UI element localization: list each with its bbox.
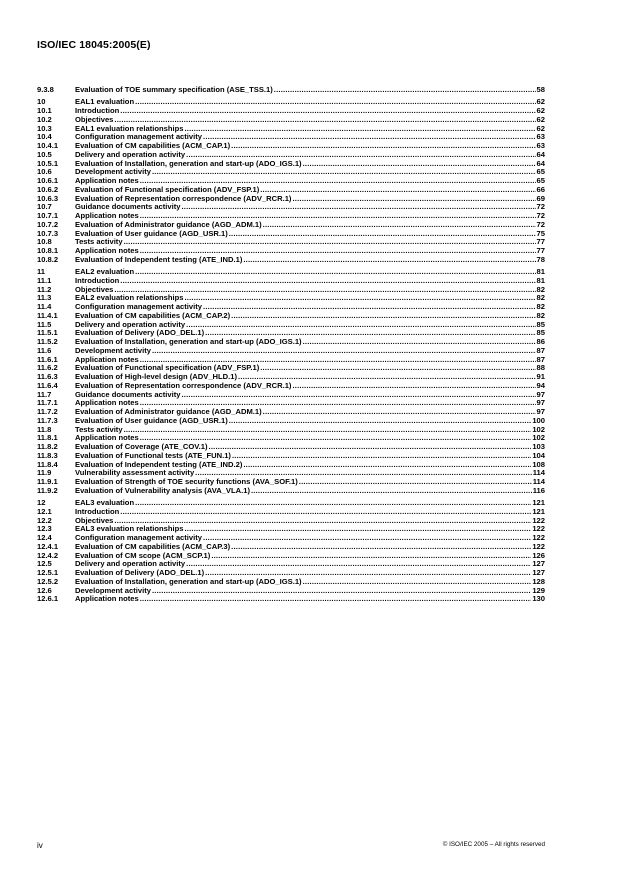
toc-entry-leader [263,221,536,230]
toc-entry-leader [203,534,531,543]
toc-entry-title: Evaluation of Installation, generation and start-up (ADO_IGS.1) [75,337,302,346]
toc-entry-leader [292,195,535,204]
toc-entry-number: 11.1 [37,275,52,285]
toc-entry-title: Evaluation of Functional specification (ADV_FSP.1) [75,184,260,194]
toc-entry-number: 12 [37,498,46,507]
toc-entry-page: 72 [536,202,545,212]
toc-entry-leader [209,443,532,452]
toc-entry-page: 91 [536,372,545,381]
toc-entry-page: 88 [536,363,545,373]
toc-entry-leader [243,256,535,265]
toc-entry-page: 97 [536,407,545,416]
toc-entry-page: 82 [536,302,545,311]
toc-entry-title: Delivery and operation activity [75,319,186,329]
toc-entry-leader [152,168,536,177]
toc-entry[interactable] [37,508,545,517]
toc-entry-leader [140,595,532,604]
toc-entry-number: 12.5.1 [37,568,59,577]
toc-entry-leader [231,543,531,552]
toc-entry-number: 10.6.3 [37,193,59,203]
copyright-notice: © ISO/IEC 2005 – All rights reserved [442,841,545,848]
toc-entry-title: Configuration management activity [75,302,203,311]
toc-entry-page: 126 [532,550,545,560]
toc-entry-title: Delivery and operation activity [75,559,186,569]
toc-entry-number: 12.5.2 [37,576,59,586]
toc-entry-page: 127 [532,568,545,577]
toc-entry-title: Evaluation of Representation correspondence (ADV_RCR.1) [75,380,292,390]
toc-entry-number: 11.6.3 [37,372,58,381]
toc-entry-page: 81 [536,267,545,276]
toc-entry-title: Vulnerability assessment activity [75,468,195,478]
toc-entry-page: 62 [536,106,545,115]
toc-entry-leader [203,133,536,142]
toc-entry-page: 97 [536,398,545,408]
toc-entry-leader [260,364,535,373]
toc-entry-leader [124,238,536,247]
toc-entry-leader [186,321,535,330]
toc-entry-page: 103 [532,442,545,451]
toc-entry-leader [251,487,532,496]
toc-entry-number: 10.7.1 [37,211,59,220]
toc-entry[interactable] [37,86,545,95]
toc-entry-leader [135,268,535,277]
toc-entry-page: 94 [536,380,545,390]
toc-entry-title: Tests activity [75,424,123,434]
toc-entry-title: Application notes [75,594,139,604]
toc-entry-page: 75 [536,228,545,238]
toc-entry-number: 10.6 [37,167,52,177]
toc-entry-title: EAL2 evaluation relationships [75,293,184,303]
toc-entry-number: 12.6.1 [37,594,59,604]
toc-entry-page: 77 [536,237,545,247]
toc-entry-page: 121 [532,498,545,507]
toc-entry-title: Evaluation of Independent testing (ATE_IND.1) [75,254,243,264]
toc-entry-page: 102 [532,433,545,443]
toc-entry-page: 63 [536,132,545,142]
toc-entry-page: 114 [532,477,545,486]
toc-entry-title: Evaluation of Installation, generation and start-up (ADO_IGS.1) [75,158,302,168]
toc-entry-leader [243,461,531,470]
toc-entry-page: 81 [536,275,545,285]
toc-entry-number: 11.6.2 [37,363,58,373]
toc-entry-page: 65 [536,167,545,177]
toc-entry-page: 108 [532,459,545,469]
toc-entry-title: Application notes [75,354,139,364]
toc-entry-number: 11.2 [37,284,52,294]
toc-entry-page: 102 [532,424,545,434]
toc-entry-leader [274,86,536,95]
toc-entry-number: 11.7.3 [37,415,58,425]
toc-entry-leader [260,186,535,195]
toc-group [37,98,545,264]
toc-entry-title: Application notes [75,433,139,443]
toc-entry-leader [182,391,536,400]
toc-entry-title: Evaluation of CM scope (ACM_SCP.1) [75,550,211,560]
toc-entry-number: 11.8.3 [37,450,58,460]
toc-entry-leader [124,426,532,435]
toc-entry-title: Evaluation of CM capabilities (ACM_CAP.2) [75,310,231,320]
toc-entry[interactable] [37,595,545,604]
toc-entry-page: 58 [536,85,545,94]
toc-entry-leader [135,499,531,508]
toc-entry-leader [303,160,536,169]
toc-entry-number: 11 [37,267,46,276]
toc-entry-number: 11.8 [37,424,52,434]
toc-entry-title: EAL2 evaluation [75,267,135,276]
toc-entry-title: Objectives [75,284,114,294]
toc-entry-page: 130 [532,594,545,604]
toc-entry-title: EAL3 evaluation relationships [75,524,184,534]
toc-entry-number: 11.7 [37,389,52,399]
toc-entry-leader [229,230,536,239]
toc-entry-leader [211,552,531,561]
toc-entry-page: 122 [532,533,545,542]
document-header: ISO/IEC 18045:2005(E) [37,39,151,51]
toc-entry-title: Evaluation of Delivery (ADO_DEL.1) [75,328,205,338]
toc-entry-title: Configuration management activity [75,132,203,142]
toc-entry-leader [299,478,532,487]
toc-entry-page: 129 [532,585,545,595]
toc-entry-leader [186,560,531,569]
toc-group [37,86,545,95]
toc-entry-number: 11.7.2 [37,407,58,416]
toc-entry-leader [135,98,535,107]
toc-entry-title: Development activity [75,167,151,177]
toc-entry-number: 11.7.1 [37,398,58,408]
toc-entry-title: Development activity [75,585,151,595]
toc-entry-number: 11.5.1 [37,328,58,338]
toc-entry-title: Application notes [75,176,139,185]
toc-entry-page: 62 [536,123,545,133]
toc-entry[interactable] [37,277,545,286]
toc-entry-page: 100 [532,415,545,425]
toc-entry-title: Configuration management activity [75,533,203,542]
toc-entry-number: 10.3 [37,123,52,133]
toc-entry-page: 104 [532,450,545,460]
toc-entry-title: EAL1 evaluation [75,97,135,107]
toc-entry-page: 62 [536,97,545,107]
toc-entry-title: Guidance documents activity [75,202,181,212]
toc-group [37,499,545,604]
toc-entry-leader [303,578,532,587]
toc-entry-leader [152,347,536,356]
toc-entry-page: 62 [536,114,545,124]
table-of-contents [37,86,545,608]
toc-entry-number: 12.4 [37,533,52,542]
toc-entry-page: 85 [536,319,545,329]
toc-entry-leader [120,277,535,286]
toc-entry-page: 87 [536,345,545,355]
toc-entry-title: Evaluation of Representation correspondence (ADV_RCR.1) [75,193,292,203]
toc-entry-leader [292,382,535,391]
toc-entry-page: 78 [536,254,545,264]
toc-entry-number: 11.6.1 [37,354,58,364]
toc-entry-page: 63 [536,141,545,150]
toc-entry-page: 121 [532,506,545,516]
toc-entry-number: 10.8 [37,237,52,247]
toc-entry-title: Application notes [75,398,139,408]
toc-entry-leader [303,338,536,347]
toc-entry-number: 10 [37,97,46,107]
toc-entry-title: Objectives [75,515,114,525]
toc-entry-page: 128 [532,576,545,586]
toc-entry-title: Delivery and operation activity [75,149,186,159]
toc-entry-title: Objectives [75,114,114,124]
toc-entry-number: 10.8.2 [37,254,59,264]
toc-entry-number: 10.5.1 [37,158,59,168]
toc-entry-title: Guidance documents activity [75,389,181,399]
toc-entry-number: 11.9 [37,468,52,478]
toc-entry-title: Evaluation of Administrator guidance (AGD_ADM.1) [75,407,262,416]
toc-entry-number: 10.7.3 [37,228,59,238]
toc-entry-page: 72 [536,211,545,220]
toc-entry-number: 12.5 [37,559,52,569]
toc-entry-number: 10.1 [37,106,52,115]
toc-entry-title: Evaluation of Independent testing (ATE_IND.2) [75,459,243,469]
toc-entry-leader [184,525,531,534]
toc-entry-number: 11.5 [37,319,52,329]
toc-entry-leader [263,408,536,417]
toc-entry-leader [184,125,535,134]
page-number: iv [37,841,43,850]
toc-entry-title: EAL3 evaluation [75,498,135,507]
toc-entry-number: 10.7.2 [37,219,59,229]
toc-entry-page: 72 [536,219,545,229]
toc-entry-number: 10.4 [37,132,52,142]
toc-entry-number: 12.1 [37,506,52,516]
toc-entry-number: 9.3.8 [37,85,54,94]
toc-entry-number: 11.8.4 [37,459,58,469]
toc-entry-page: 82 [536,293,545,303]
toc-entry-page: 85 [536,328,545,338]
toc-entry-page: 66 [536,184,545,194]
toc-entry-leader [184,294,535,303]
toc-entry-number: 10.5 [37,149,52,159]
toc-entry-page: 87 [536,354,545,364]
toc-entry[interactable] [37,487,545,496]
toc-entry-title: Evaluation of High-level design (ADV_HLD.1) [75,372,238,381]
toc-entry-title: Application notes [75,246,139,255]
toc-entry-number: 10.2 [37,114,52,124]
toc-entry-number: 11.8.2 [37,442,58,451]
toc-entry-leader [182,203,536,212]
toc-entry-title: EAL1 evaluation relationships [75,123,184,133]
toc-entry-number: 10.4.1 [37,141,59,150]
toc-entry-title: Evaluation of User guidance (AGD_USR.1) [75,228,228,238]
toc-entry-number: 10.7 [37,202,52,212]
toc-entry-leader [229,417,532,426]
toc-entry-page: 97 [536,389,545,399]
toc-entry-number: 11.3 [37,293,52,303]
toc-entry-page: 116 [532,485,545,495]
toc-entry-title: Development activity [75,345,151,355]
toc-entry-title: Introduction [75,106,120,115]
toc-entry-page: 69 [536,193,545,203]
toc-entry-title: Evaluation of Vulnerability analysis (AVA_VLA.1) [75,485,250,495]
toc-entry-leader [120,508,531,517]
toc-entry-title: Tests activity [75,237,123,247]
toc-entry-page: 64 [536,158,545,168]
toc-entry-page: 122 [532,524,545,534]
toc-entry-number: 12.2 [37,515,52,525]
toc-entry-leader [152,587,531,596]
toc-entry-number: 12.3 [37,524,52,534]
toc-entry-title: Evaluation of User guidance (AGD_USR.1) [75,415,228,425]
toc-entry-page: 82 [536,310,545,320]
toc-entry-page: 114 [532,468,545,478]
toc-entry-title: Application notes [75,211,139,220]
toc-entry-number: 11.4 [37,302,52,311]
toc-entry-title: Evaluation of Installation, generation and start-up (ADO_IGS.1) [75,576,302,586]
toc-entry-title: Evaluation of Functional tests (ATE_FUN.1) [75,450,231,460]
toc-entry-page: 127 [532,559,545,569]
toc-entry-number: 11.9.2 [37,485,58,495]
toc-entry[interactable] [37,107,545,116]
toc-entry-number: 11.8.1 [37,433,58,443]
toc-entry-page: 65 [536,176,545,185]
toc-entry-page: 64 [536,149,545,159]
toc-entry[interactable] [37,256,545,265]
toc-entry-title: Evaluation of Coverage (ATE_COV.1) [75,442,208,451]
toc-entry-page: 122 [532,515,545,525]
toc-entry-title: Evaluation of Functional specification (ADV_FSP.1) [75,363,260,373]
toc-entry-leader [231,312,535,321]
toc-entry-number: 12.4.1 [37,541,59,551]
toc-entry-number: 10.8.1 [37,246,59,255]
toc-entry-page: 77 [536,246,545,255]
toc-entry-number: 11.9.1 [37,477,58,486]
toc-entry-title: Evaluation of TOE summary specification (ASE_TSS.1) [75,85,273,94]
toc-entry-number: 11.5.2 [37,337,58,346]
toc-entry-title: Introduction [75,275,120,285]
toc-entry-page: 122 [532,541,545,551]
toc-entry-title: Evaluation of Delivery (ADO_DEL.1) [75,568,205,577]
toc-group [37,268,545,496]
toc-entry-title: Introduction [75,506,120,516]
toc-entry-number: 12.6 [37,585,52,595]
toc-entry-leader [231,142,535,151]
toc-entry-number: 10.6.1 [37,176,59,185]
toc-entry-title: Evaluation of Strength of TOE security functions (AVA_SOF.1) [75,477,298,486]
toc-entry-number: 11.6.4 [37,380,58,390]
toc-entry-title: Evaluation of CM capabilities (ACM_CAP.1) [75,141,231,150]
toc-entry-title: Evaluation of Administrator guidance (AGD_ADM.1) [75,219,262,229]
toc-entry-leader [203,303,536,312]
toc-entry-leader [232,452,531,461]
toc-entry-page: 86 [536,337,545,346]
toc-entry-page: 82 [536,284,545,294]
toc-entry-number: 12.4.2 [37,550,59,560]
toc-entry-title: Evaluation of CM capabilities (ACM_CAP.3) [75,541,231,551]
toc-entry-number: 10.6.2 [37,184,59,194]
toc-entry-number: 11.6 [37,345,52,355]
toc-entry-number: 11.4.1 [37,310,58,320]
toc-entry-leader [120,107,535,116]
